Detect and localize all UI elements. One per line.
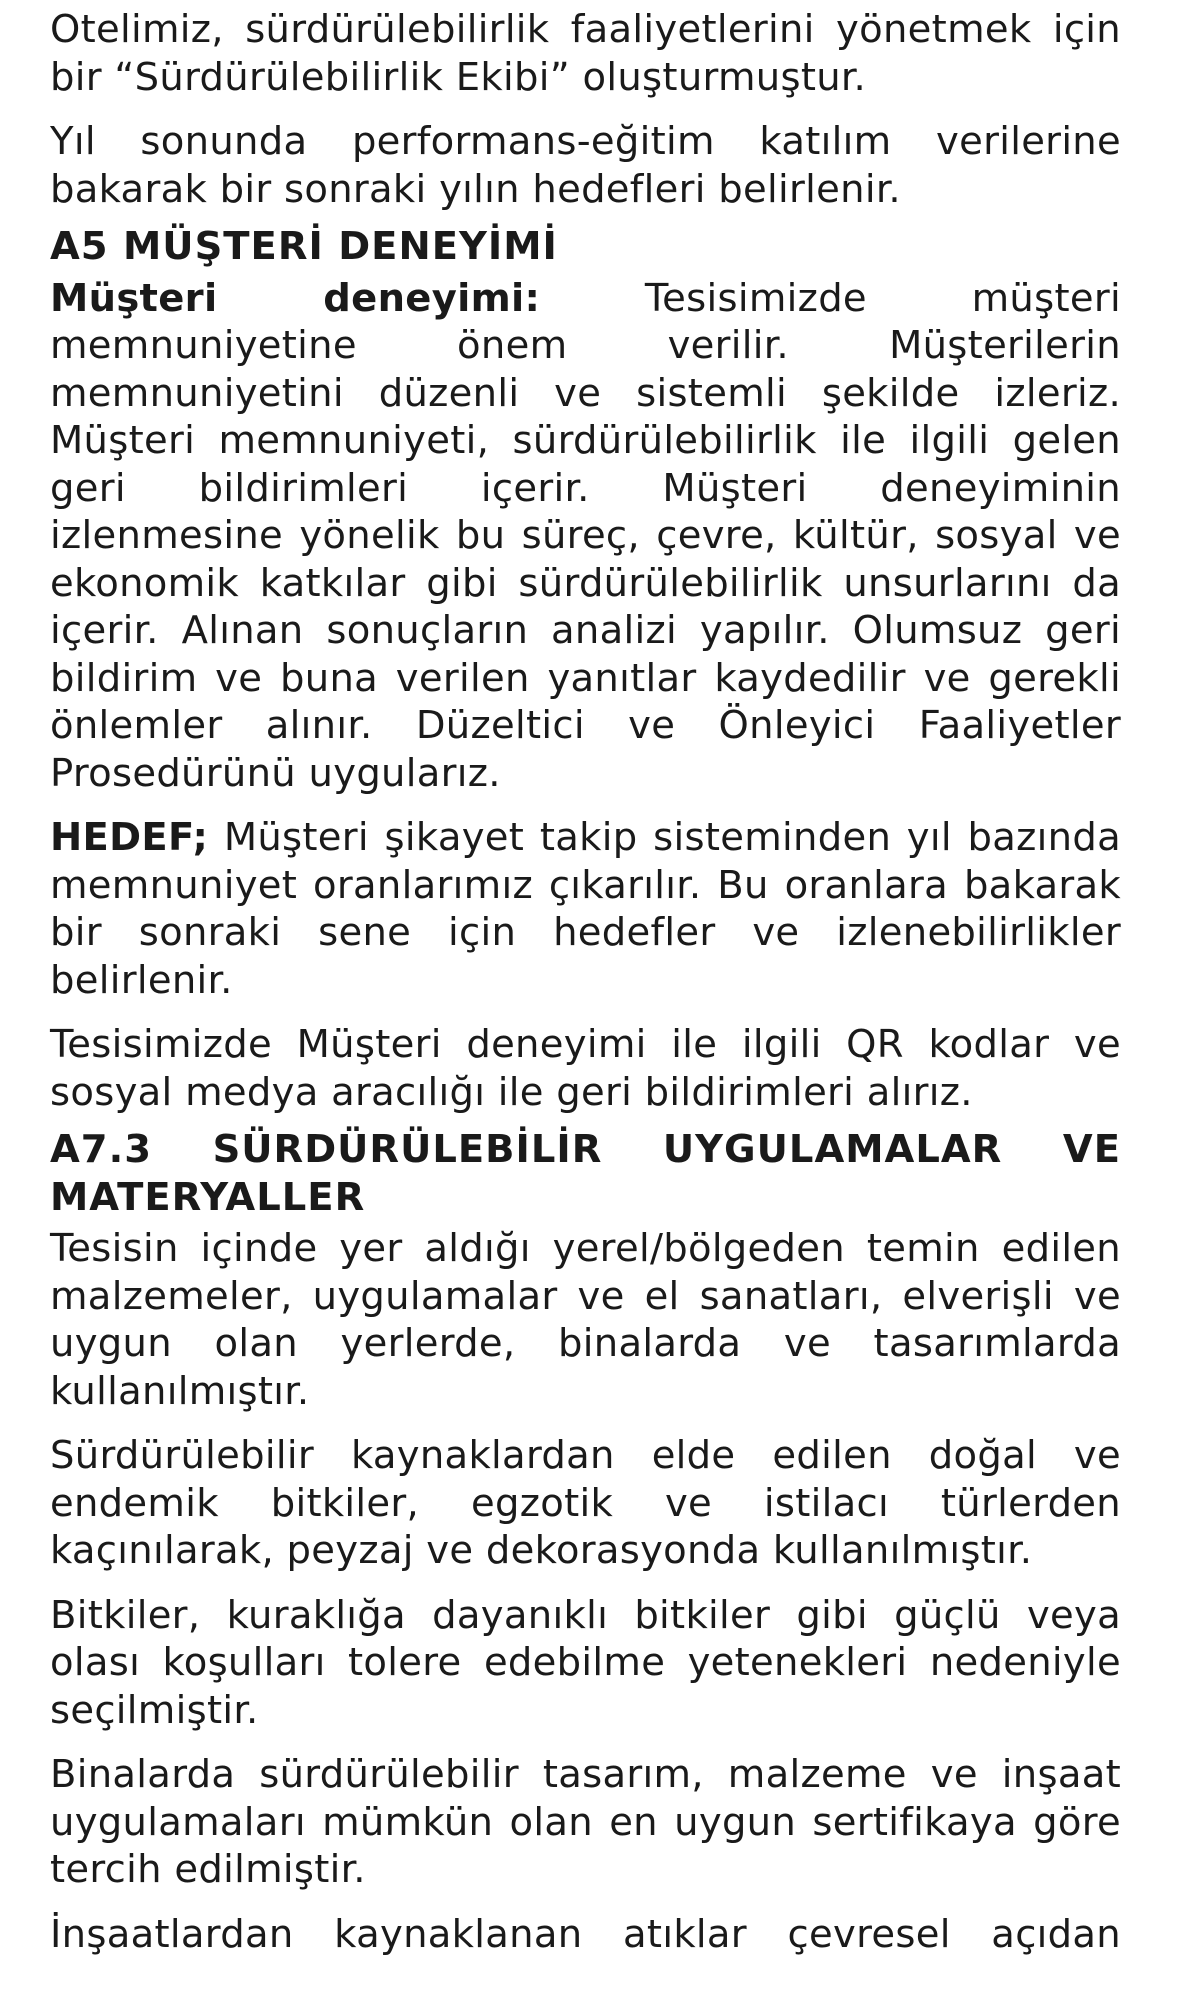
paragraph-yearly-targets: Yıl sonunda performans-eğitim katılım verilerine bakarak bir sonraki yılın hedefleri belirlenir. (50, 119, 1121, 212)
paragraph-target (50, 814, 1121, 1004)
paragraph-qr-feedback: Tesisimizde Müşteri deneyimi ile ilgili QR kodlar ve sosyal medya aracılığı ile geri bildirimleri alırız. (50, 1022, 1121, 1115)
customer-experience-text: Tesisimizde müşteri memnuniyetine önem verilir. Müşterilerin memnuniyetini düzenli ve sistemli şekilde izleriz. Müşteri memnuniyeti, sürdürülebilirlik ile ilgili gelen geri bildirimleri içerir. Müşteri deneyiminin izlenmesine yönelik bu süreç, çevre, kültür, sosyal ve ekonomik katkılar gibi sürdürülebilirlik unsurlarını da içerir. Alınan sonuçların analizi yapılır. Olumsuz geri bildirim ve buna verilen yanıtlar kaydedilir ve gerekli önlemler alınır. Düzeltici ve Önleyici Faaliyetler Prosedürünü uygularız. (50, 275, 1121, 796)
heading-a5-customer-experience: A5 MÜŞTERİ DENEYİMİ (50, 224, 558, 269)
paragraph-customer-experience (50, 275, 1121, 798)
target-lead: HEDEF; (50, 815, 209, 860)
paragraph-construction-waste: İnşaatlardan kaynaklanan atıklar çevresel açıdan (50, 1911, 1121, 1957)
heading-a73-sustainable-practices: A7.3 SÜRDÜRÜLEBİLİR UYGULAMALAR VE MATERYALLER (50, 1127, 1121, 1220)
paragraph-sustainable-design: Binalarda sürdürülebilir tasarım, malzeme ve inşaat uygulamaları mümkün olan en uygun sertifikaya göre tercih edilmiştir. (50, 1752, 1121, 1892)
paragraph-native-plants: Sürdürülebilir kaynaklardan elde edilen doğal ve endemik bitkiler, egzotik ve istilacı türlerden kaçınılarak, peyzaj ve dekorasyonda kullanılmıştır. (50, 1433, 1121, 1573)
paragraph-drought-plants: Bitkiler, kuraklığa dayanıklı bitkiler gibi güçlü veya olası koşulları tolere edebilme yetenekleri nedeniyle seçilmiştir. (50, 1592, 1121, 1733)
target-text: Müşteri şikayet takip sisteminden yıl bazında memnuniyet oranlarımız çıkarılır. Bu oranlara bakarak bir sonraki sene için hedefler ve izlenebilirlikler belirlenir. (50, 815, 1121, 1003)
paragraph-sustainability-team: Otelimiz, sürdürülebilirlik faaliyetlerini yönetmek için bir “Sürdürülebilirlik Ekibi” oluşturmuştur. (50, 7, 1121, 100)
document-page (50, 6, 1121, 1975)
customer-experience-lead: Müşteri deneyimi: (50, 275, 541, 321)
paragraph-local-materials: Tesisin içinde yer aldığı yerel/bölgeden temin edilen malzemeler, uygulamalar ve el sanatları, elverişli ve uygun olan yerlerde, binalarda ve tasarımlarda kullanılmıştır. (50, 1226, 1121, 1414)
